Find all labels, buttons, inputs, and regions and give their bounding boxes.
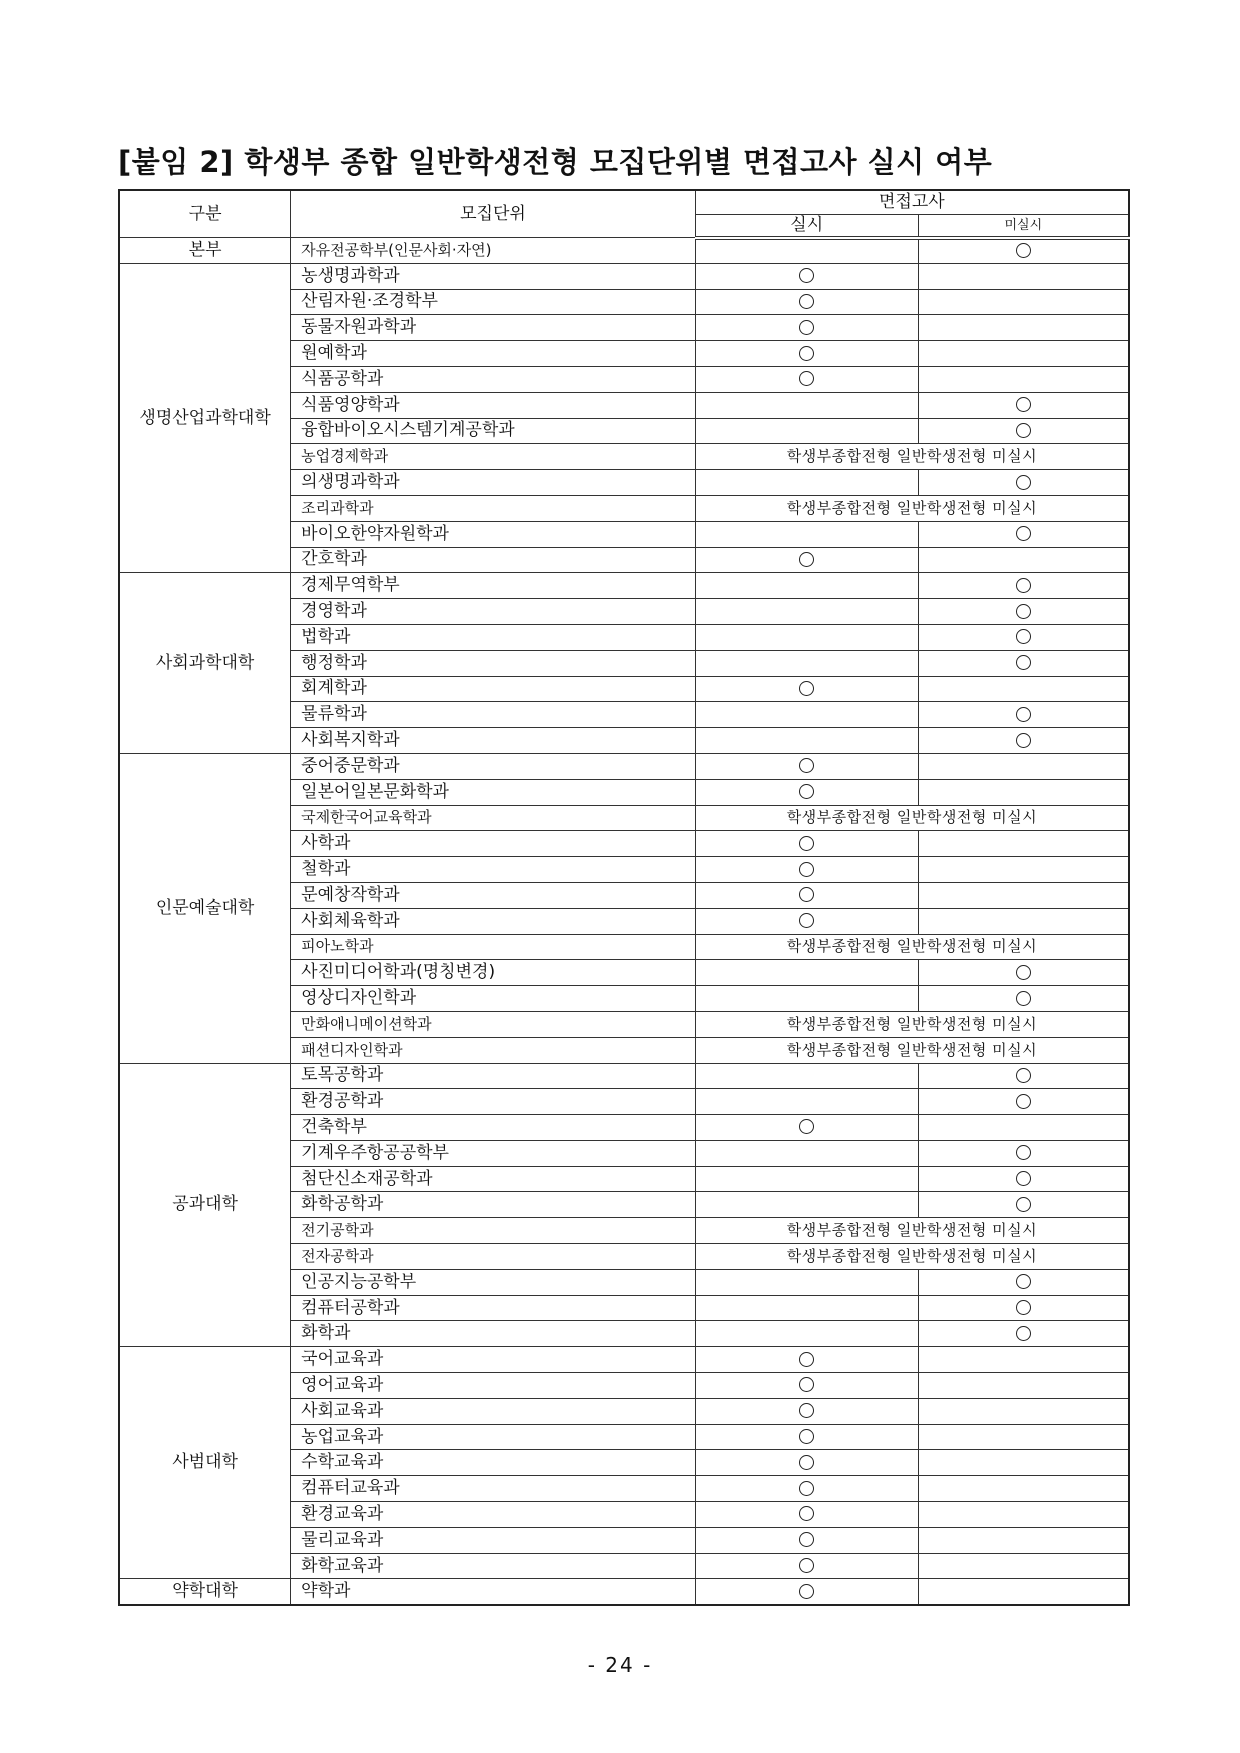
table-row: [119, 238, 1129, 264]
unit-name: 경제무역학부: [291, 573, 696, 599]
conducted-cell: [695, 1063, 918, 1089]
unit-name: 물리교육과: [291, 1527, 696, 1553]
conducted-cell: [695, 960, 918, 986]
circle-mark-icon: [799, 1506, 814, 1521]
header-unit: 모집단위: [291, 190, 696, 238]
unit-name: 첨단신소재공학과: [291, 1166, 696, 1192]
not-conducted-cell: [918, 779, 1129, 805]
conducted-cell: [695, 1295, 918, 1321]
conducted-cell: [695, 1579, 918, 1605]
header-interview: 면접고사: [695, 190, 1129, 215]
circle-mark-icon: [799, 1429, 814, 1444]
conducted-cell: [695, 1269, 918, 1295]
conducted-cell: [695, 1321, 918, 1347]
circle-mark-icon: [799, 887, 814, 902]
circle-mark-icon: [799, 758, 814, 773]
circle-mark-icon: [799, 371, 814, 386]
unit-name: 인공지능공학부: [291, 1269, 696, 1295]
not-offered-note: 학생부종합전형 일반학생전형 미실시: [695, 934, 1129, 960]
conducted-cell: [695, 1373, 918, 1399]
unit-name: 원예학과: [291, 341, 696, 367]
not-offered-note: 학생부종합전형 일반학생전형 미실시: [695, 495, 1129, 521]
conducted-cell: [695, 728, 918, 754]
unit-name: 사회복지학과: [291, 728, 696, 754]
header-conducted: 실시: [695, 215, 918, 238]
conducted-cell: [695, 392, 918, 418]
table-row: [119, 1579, 1129, 1605]
not-offered-note: 학생부종합전형 일반학생전형 미실시: [695, 805, 1129, 831]
unit-name: 회계학과: [291, 676, 696, 702]
circle-mark-icon: [1016, 397, 1031, 412]
conducted-cell: [695, 547, 918, 573]
not-conducted-cell: [918, 1140, 1129, 1166]
unit-name: 전기공학과: [291, 1218, 696, 1244]
group-name: 사회과학대학: [119, 573, 291, 754]
not-conducted-cell: [918, 1502, 1129, 1528]
unit-name: 일본어일본문화학과: [291, 779, 696, 805]
circle-mark-icon: [1016, 526, 1031, 541]
unit-name: 영어교육과: [291, 1373, 696, 1399]
unit-name: 농업경제학과: [291, 444, 696, 470]
circle-mark-icon: [799, 1119, 814, 1134]
not-conducted-cell: [918, 366, 1129, 392]
unit-name: 영상디자인학과: [291, 986, 696, 1012]
unit-name: 행정학과: [291, 650, 696, 676]
not-conducted-cell: [918, 624, 1129, 650]
unit-name: 화학공학과: [291, 1192, 696, 1218]
conducted-cell: [695, 1115, 918, 1141]
unit-name: 화학교육과: [291, 1553, 696, 1579]
circle-mark-icon: [1016, 991, 1031, 1006]
circle-mark-icon: [1016, 1094, 1031, 1109]
not-conducted-cell: [918, 392, 1129, 418]
unit-name: 전자공학과: [291, 1244, 696, 1270]
conducted-cell: [695, 882, 918, 908]
document-title: [붙임 2] 학생부 종합 일반학생전형 모집단위별 면접고사 실시 여부: [118, 145, 993, 179]
not-conducted-cell: [918, 238, 1129, 264]
unit-name: 경영학과: [291, 599, 696, 625]
not-conducted-cell: [918, 960, 1129, 986]
circle-mark-icon: [1016, 1145, 1031, 1160]
unit-name: 물류학과: [291, 702, 696, 728]
conducted-cell: [695, 1398, 918, 1424]
conducted-cell: [695, 1424, 918, 1450]
conducted-cell: [695, 315, 918, 341]
unit-name: 산림자원·조경학부: [291, 289, 696, 315]
not-conducted-cell: [918, 1089, 1129, 1115]
conducted-cell: [695, 624, 918, 650]
unit-name: 국어교육과: [291, 1347, 696, 1373]
unit-name: 만화애니메이션학과: [291, 1011, 696, 1037]
conducted-cell: [695, 676, 918, 702]
circle-mark-icon: [1016, 733, 1031, 748]
conducted-cell: [695, 831, 918, 857]
unit-name: 약학과: [291, 1579, 696, 1605]
conducted-cell: [695, 366, 918, 392]
unit-name: 피아노학과: [291, 934, 696, 960]
not-conducted-cell: [918, 1063, 1129, 1089]
not-offered-note: 학생부종합전형 일반학생전형 미실시: [695, 444, 1129, 470]
unit-name: 중어중문학과: [291, 753, 696, 779]
conducted-cell: [695, 650, 918, 676]
conducted-cell: [695, 1347, 918, 1373]
circle-mark-icon: [799, 1584, 814, 1599]
circle-mark-icon: [799, 862, 814, 877]
not-conducted-cell: [918, 547, 1129, 573]
not-conducted-cell: [918, 882, 1129, 908]
not-conducted-cell: [918, 341, 1129, 367]
not-conducted-cell: [918, 1373, 1129, 1399]
circle-mark-icon: [799, 1481, 814, 1496]
not-conducted-cell: [918, 1115, 1129, 1141]
unit-name: 컴퓨터공학과: [291, 1295, 696, 1321]
circle-mark-icon: [799, 836, 814, 851]
unit-name: 사진미디어학과(명칭변경): [291, 960, 696, 986]
circle-mark-icon: [799, 268, 814, 283]
conducted-cell: [695, 1527, 918, 1553]
conducted-cell: [695, 1140, 918, 1166]
not-conducted-cell: [918, 470, 1129, 496]
circle-mark-icon: [799, 913, 814, 928]
admission-interview-table: [118, 189, 1130, 1606]
conducted-cell: [695, 1502, 918, 1528]
circle-mark-icon: [799, 1455, 814, 1470]
conducted-cell: [695, 857, 918, 883]
not-conducted-cell: [918, 263, 1129, 289]
not-conducted-cell: [918, 1347, 1129, 1373]
header-not-conducted: 미실시: [918, 215, 1129, 238]
table-row: [119, 753, 1129, 779]
not-conducted-cell: [918, 1321, 1129, 1347]
circle-mark-icon: [799, 1558, 814, 1573]
circle-mark-icon: [1016, 965, 1031, 980]
unit-name: 사회체육학과: [291, 908, 696, 934]
not-conducted-cell: [918, 908, 1129, 934]
table-body: [119, 238, 1129, 1605]
circle-mark-icon: [799, 1377, 814, 1392]
not-conducted-cell: [918, 1476, 1129, 1502]
unit-name: 철학과: [291, 857, 696, 883]
unit-name: 사학과: [291, 831, 696, 857]
unit-name: 화학과: [291, 1321, 696, 1347]
conducted-cell: [695, 238, 918, 264]
conducted-cell: [695, 599, 918, 625]
unit-name: 컴퓨터교육과: [291, 1476, 696, 1502]
circle-mark-icon: [1016, 707, 1031, 722]
not-conducted-cell: [918, 573, 1129, 599]
circle-mark-icon: [1016, 655, 1031, 670]
conducted-cell: [695, 908, 918, 934]
unit-name: 건축학부: [291, 1115, 696, 1141]
circle-mark-icon: [1016, 423, 1031, 438]
not-conducted-cell: [918, 702, 1129, 728]
unit-name: 국제한국어교육학과: [291, 805, 696, 831]
not-offered-note: 학생부종합전형 일반학생전형 미실시: [695, 1244, 1129, 1270]
conducted-cell: [695, 341, 918, 367]
conducted-cell: [695, 753, 918, 779]
table-row: [119, 1347, 1129, 1373]
circle-mark-icon: [1016, 1274, 1031, 1289]
not-conducted-cell: [918, 676, 1129, 702]
conducted-cell: [695, 986, 918, 1012]
not-conducted-cell: [918, 1398, 1129, 1424]
circle-mark-icon: [799, 681, 814, 696]
table-row: [119, 573, 1129, 599]
not-conducted-cell: [918, 1424, 1129, 1450]
not-conducted-cell: [918, 1527, 1129, 1553]
not-conducted-cell: [918, 728, 1129, 754]
circle-mark-icon: [1016, 243, 1031, 258]
conducted-cell: [695, 1553, 918, 1579]
not-conducted-cell: [918, 1192, 1129, 1218]
conducted-cell: [695, 418, 918, 444]
not-offered-note: 학생부종합전형 일반학생전형 미실시: [695, 1037, 1129, 1063]
circle-mark-icon: [799, 552, 814, 567]
not-conducted-cell: [918, 521, 1129, 547]
unit-name: 조리과학과: [291, 495, 696, 521]
not-conducted-cell: [918, 753, 1129, 779]
group-name: 본부: [119, 238, 291, 264]
circle-mark-icon: [1016, 1068, 1031, 1083]
circle-mark-icon: [799, 320, 814, 335]
not-conducted-cell: [918, 1553, 1129, 1579]
group-name: 사범대학: [119, 1347, 291, 1579]
circle-mark-icon: [799, 1352, 814, 1367]
unit-name: 문예창작학과: [291, 882, 696, 908]
unit-name: 환경교육과: [291, 1502, 696, 1528]
circle-mark-icon: [1016, 1300, 1031, 1315]
circle-mark-icon: [799, 294, 814, 309]
not-conducted-cell: [918, 315, 1129, 341]
not-conducted-cell: [918, 650, 1129, 676]
unit-name: 기계우주항공공학부: [291, 1140, 696, 1166]
circle-mark-icon: [1016, 1326, 1031, 1341]
not-conducted-cell: [918, 599, 1129, 625]
circle-mark-icon: [1016, 1197, 1031, 1212]
not-conducted-cell: [918, 986, 1129, 1012]
not-conducted-cell: [918, 831, 1129, 857]
not-conducted-cell: [918, 1579, 1129, 1605]
conducted-cell: [695, 573, 918, 599]
circle-mark-icon: [1016, 629, 1031, 644]
circle-mark-icon: [1016, 475, 1031, 490]
conducted-cell: [695, 263, 918, 289]
unit-name: 간호학과: [291, 547, 696, 573]
not-conducted-cell: [918, 418, 1129, 444]
not-conducted-cell: [918, 1166, 1129, 1192]
circle-mark-icon: [1016, 604, 1031, 619]
table-row: [119, 263, 1129, 289]
conducted-cell: [695, 702, 918, 728]
unit-name: 의생명과학과: [291, 470, 696, 496]
group-name: 생명산업과학대학: [119, 263, 291, 573]
not-conducted-cell: [918, 857, 1129, 883]
group-name: 공과대학: [119, 1063, 291, 1347]
conducted-cell: [695, 521, 918, 547]
header-row-1: [119, 190, 1129, 215]
unit-name: 바이오한약자원학과: [291, 521, 696, 547]
unit-name: 동물자원과학과: [291, 315, 696, 341]
not-conducted-cell: [918, 1269, 1129, 1295]
conducted-cell: [695, 470, 918, 496]
conducted-cell: [695, 1089, 918, 1115]
unit-name: 농생명과학과: [291, 263, 696, 289]
circle-mark-icon: [799, 1403, 814, 1418]
unit-name: 법학과: [291, 624, 696, 650]
not-offered-note: 학생부종합전형 일반학생전형 미실시: [695, 1011, 1129, 1037]
table-row: [119, 1063, 1129, 1089]
circle-mark-icon: [1016, 1171, 1031, 1186]
unit-name: 식품공학과: [291, 366, 696, 392]
group-name: 약학대학: [119, 1579, 291, 1605]
unit-name: 패션디자인학과: [291, 1037, 696, 1063]
unit-name: 식품영양학과: [291, 392, 696, 418]
not-conducted-cell: [918, 1295, 1129, 1321]
conducted-cell: [695, 1476, 918, 1502]
circle-mark-icon: [799, 346, 814, 361]
conducted-cell: [695, 1192, 918, 1218]
header-category: 구분: [119, 190, 291, 238]
unit-name: 자유전공학부(인문사회·자연): [291, 238, 696, 264]
conducted-cell: [695, 1166, 918, 1192]
conducted-cell: [695, 779, 918, 805]
not-conducted-cell: [918, 289, 1129, 315]
page-number: - 24 -: [587, 1653, 653, 1677]
circle-mark-icon: [799, 784, 814, 799]
unit-name: 농업교육과: [291, 1424, 696, 1450]
unit-name: 수학교육과: [291, 1450, 696, 1476]
unit-name: 융합바이오시스템기계공학과: [291, 418, 696, 444]
unit-name: 사회교육과: [291, 1398, 696, 1424]
conducted-cell: [695, 289, 918, 315]
not-conducted-cell: [918, 1450, 1129, 1476]
not-offered-note: 학생부종합전형 일반학생전형 미실시: [695, 1218, 1129, 1244]
unit-name: 환경공학과: [291, 1089, 696, 1115]
circle-mark-icon: [799, 1532, 814, 1547]
conducted-cell: [695, 1450, 918, 1476]
unit-name: 토목공학과: [291, 1063, 696, 1089]
circle-mark-icon: [1016, 578, 1031, 593]
group-name: 인문예술대학: [119, 753, 291, 1063]
